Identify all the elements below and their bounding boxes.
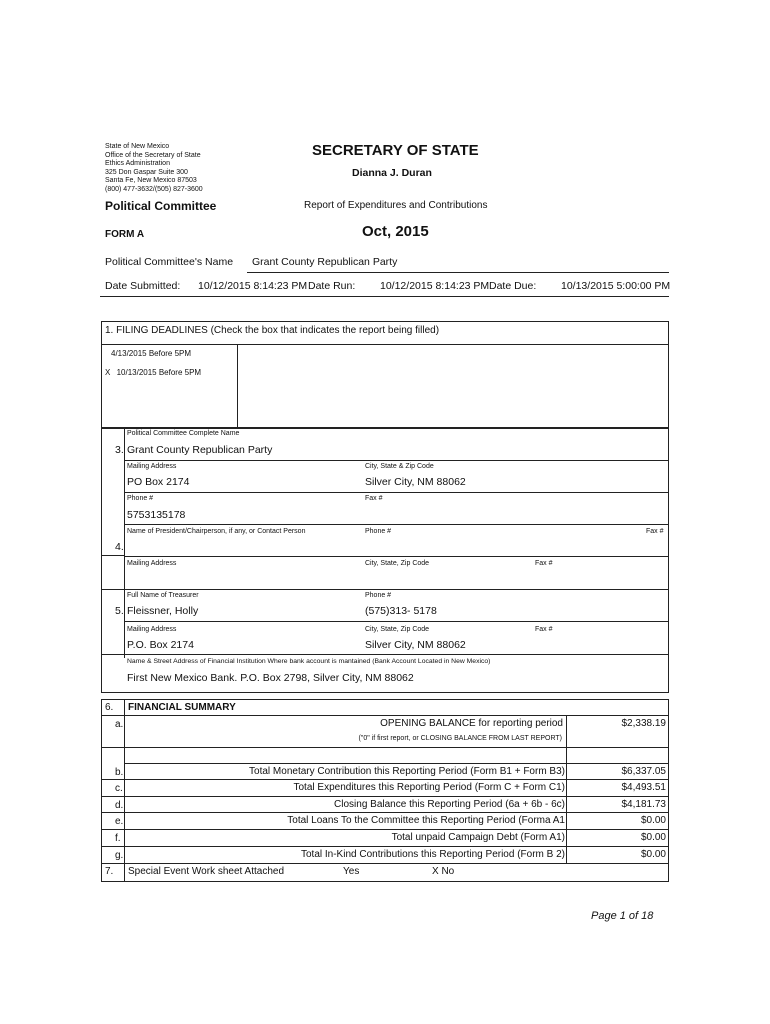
summary-row-value[interactable]: $4,493.51 (621, 782, 666, 793)
summary-row-label: Total Expenditures this Reporting Period (Form C + Form C1) (293, 782, 565, 793)
section-number: 4. (115, 541, 124, 553)
page-title: SECRETARY OF STATE (312, 142, 479, 159)
committee-name-label: Political Committee's Name (105, 256, 234, 268)
divider (101, 715, 669, 716)
section-number: 6. (105, 702, 114, 713)
form-label: FORM A (105, 229, 145, 240)
summary-row-label: Total Monetary Contribution this Reporting Period (Form B1 + Form B3) (249, 766, 565, 777)
agency-line: Santa Fe, New Mexico 87503 (105, 177, 197, 185)
agency-line: (800) 477-3632/(505) 827-3600 (105, 185, 203, 193)
divider (101, 555, 124, 556)
president-fax2-label: Fax # (535, 560, 553, 567)
special-event-yes[interactable]: Yes (343, 866, 360, 877)
divider (124, 621, 669, 622)
summary-row-value[interactable]: $4,181.73 (621, 799, 666, 810)
special-event-no[interactable]: X No (432, 866, 455, 877)
divider (124, 556, 669, 557)
agency-line: Office of the Secretary of State (105, 151, 201, 159)
president-mailing-label: Mailing Address (127, 560, 177, 567)
report-title: Report of Expenditures and Contributions (304, 200, 488, 211)
treasurer-phone-label: Phone # (365, 592, 392, 599)
bank-address[interactable]: First New Mexico Bank. P.O. Box 2798, Silver City, NM 88062 (127, 672, 414, 684)
date-due-label: Date Due: (489, 280, 537, 292)
divider (124, 699, 125, 882)
treasurer-name-label: Full Name of Treasurer (127, 592, 199, 599)
date-submitted-label: Date Submitted: (105, 280, 181, 292)
date-run-value: 10/12/2015 8:14:23 PM (380, 280, 490, 292)
divider (101, 779, 669, 780)
deadline-checkbox-1[interactable] (105, 349, 191, 358)
divider (101, 589, 669, 590)
date-due-value: 10/13/2015 5:00:00 PM (561, 280, 671, 292)
summary-row-label: Total unpaid Campaign Debt (Form A1) (391, 832, 565, 843)
row-letter: g. (115, 850, 124, 861)
city-state-zip-label: City, State & Zip Code (365, 463, 434, 470)
official-name: Dianna J. Duran (352, 167, 432, 179)
divider (101, 796, 669, 797)
row-letter: b. (115, 767, 124, 778)
row-letter: a. (115, 719, 124, 730)
divider (124, 763, 669, 764)
complete-name-label: Political Committee Complete Name (127, 430, 240, 437)
bank-label: Name & Street Address of Financial Institution Where bank account is mantained (Bank Account Located in New Mexico) (127, 658, 491, 665)
fax-label: Fax # (365, 495, 383, 502)
divider (124, 492, 669, 493)
treasurer-phone[interactable]: (575)313- 5178 (365, 605, 437, 617)
row-letter: d. (115, 800, 124, 811)
divider (101, 829, 669, 830)
treasurer-city-label: City, State, Zip Code (365, 626, 430, 633)
divider (247, 272, 669, 273)
summary-row-label: Total In-Kind Contributions this Reporting Period (Form B 2) (300, 849, 565, 860)
deadline-checkbox-2[interactable] (105, 368, 201, 377)
phone-label: Phone # (127, 495, 154, 502)
mailing-address-label: Mailing Address (127, 463, 177, 470)
section-number: 3. (115, 444, 124, 456)
committee-name-value: Grant County Republican Party (252, 256, 398, 268)
president-name-label: Name of President/Chairperson, if any, or Contact Person (127, 528, 306, 535)
divider (237, 344, 238, 428)
agency-address-block (105, 143, 203, 195)
divider (124, 524, 669, 525)
agency-line: Ethics Administration (105, 160, 170, 168)
filing-deadlines-heading: 1. FILING DEADLINES (Check the box that indicates the report being filled) (105, 325, 440, 336)
summary-row-label: Closing Balance this Reporting Period (6a + 6b - 6c) (334, 799, 565, 810)
summary-row-value[interactable]: $0.00 (640, 849, 666, 860)
divider (101, 846, 669, 847)
report-period: Oct, 2015 (362, 223, 429, 240)
opening-balance-value[interactable]: $2,338.19 (621, 718, 666, 729)
agency-line: 325 Don Gaspar Suite 300 (105, 168, 188, 176)
agency-line: State of New Mexico (105, 143, 170, 150)
divider (101, 747, 669, 748)
divider (100, 296, 669, 297)
president-city-label: City, State, Zip Code (365, 560, 430, 567)
treasurer-name[interactable]: Fleissner, Holly (127, 605, 199, 617)
president-fax-label: Fax # (646, 528, 664, 535)
row-letter: f. (115, 833, 121, 844)
row-letter: c. (115, 783, 123, 794)
row-letter: e. (115, 816, 124, 827)
divider (101, 344, 669, 345)
page-number: Page 1 of 18 (591, 910, 654, 922)
divider (124, 428, 125, 658)
special-event-label: Special Event Work sheet Attached (128, 866, 285, 877)
date-submitted-value: 10/12/2015 8:14:23 PM (198, 280, 308, 292)
committee-mailing-address[interactable]: PO Box 2174 (127, 476, 190, 488)
treasurer-city[interactable]: Silver City, NM 88062 (365, 639, 466, 651)
opening-balance-label: OPENING BALANCE for reporting period (380, 718, 563, 729)
committee-city[interactable]: Silver City, NM 88062 (365, 476, 466, 488)
treasurer-mailing-label: Mailing Address (127, 626, 177, 633)
treasurer-fax-label: Fax # (535, 626, 553, 633)
divider (101, 863, 669, 864)
committee-complete-name[interactable]: Grant County Republican Party (127, 444, 273, 456)
section-number: 5. (115, 605, 124, 617)
committee-type: Political Committee (105, 199, 217, 213)
date-run-label: Date Run: (308, 280, 356, 292)
deadline-mark: X (105, 368, 111, 377)
divider (101, 812, 669, 813)
financial-summary-heading: FINANCIAL SUMMARY (128, 702, 236, 713)
summary-row-value[interactable]: $0.00 (640, 815, 666, 826)
deadline-label: 10/13/2015 Before 5PM (116, 368, 202, 377)
summary-row-value[interactable]: $6,337.05 (621, 766, 666, 777)
committee-phone[interactable]: 5753135178 (127, 509, 186, 521)
section-number: 7. (105, 866, 114, 877)
treasurer-mailing-address[interactable]: P.O. Box 2174 (127, 639, 194, 651)
opening-balance-note: ("0" if first report, or CLOSING BALANCE FROM LAST REPORT) (358, 735, 562, 742)
president-phone-label: Phone # (365, 528, 392, 535)
deadline-label: 4/13/2015 Before 5PM (111, 349, 192, 358)
summary-row-value[interactable]: $0.00 (640, 832, 666, 843)
divider (101, 654, 669, 655)
summary-row-label: Total Loans To the Committee this Reporting Period (Forma A1 (287, 815, 565, 826)
divider (566, 715, 567, 863)
divider (124, 460, 669, 461)
